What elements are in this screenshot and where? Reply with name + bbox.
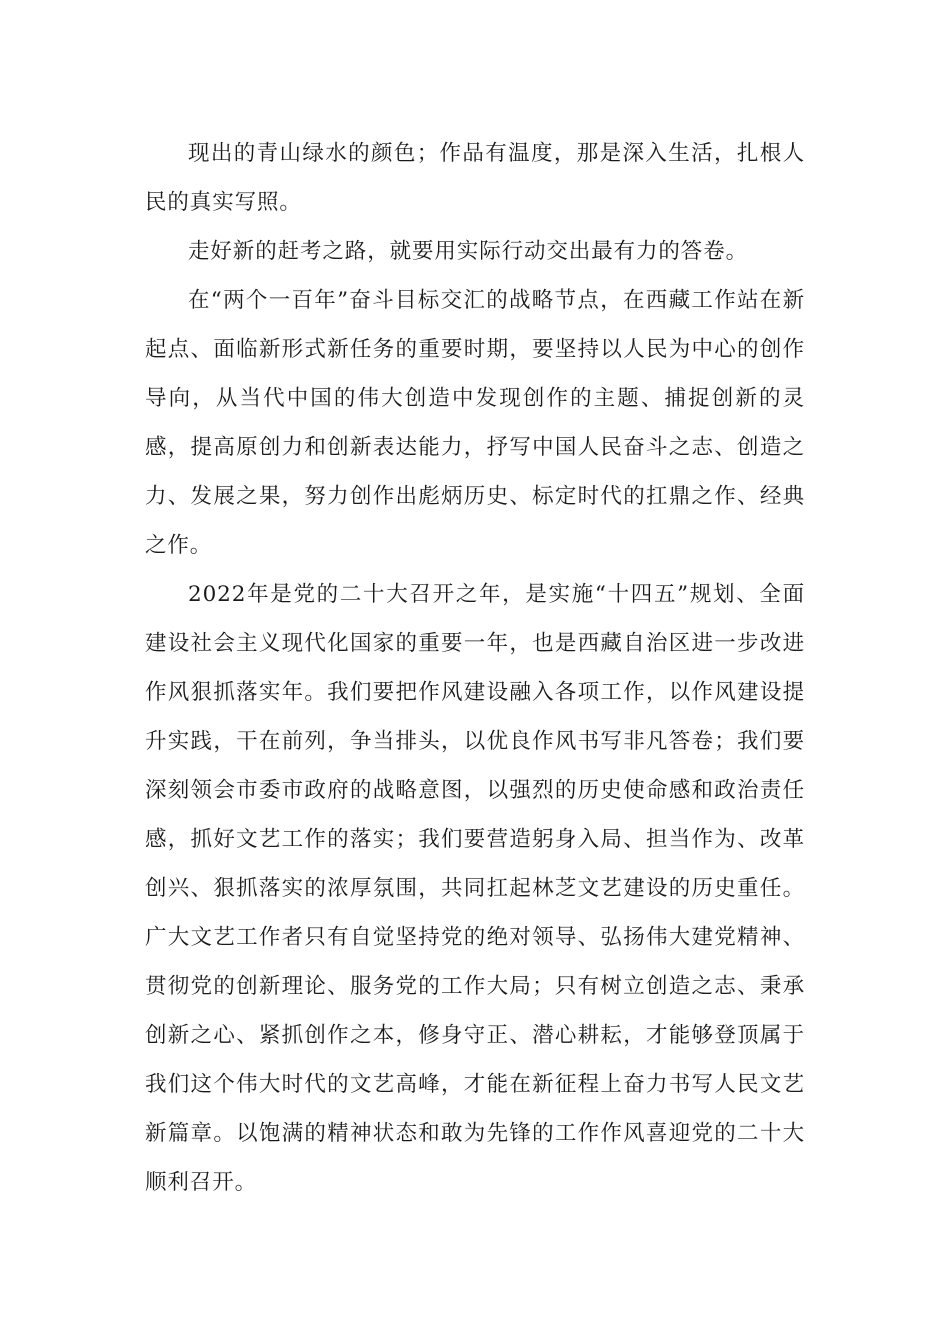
paragraph-3: 在“两个一百年”奋斗目标交汇的战略节点，在西藏工作站在新起点、面临新形式新任务的重要时期，要坚持以人民为中心的创作导向，从当代中国的伟大创造中发现创作的主题、捕捉创新的灵感，提高原创力和创新表达能力，抒写中国人民奋斗之志、创造之力、发展之果，努力创作出彪炳历史、标定时代的扛鼎之作、经典之作。 — [145, 288, 805, 558]
paragraph-2: 走好新的赶考之路，就要用实际行动交出最有力的答卷。 — [188, 239, 749, 264]
paragraph-1: 现出的青山绿水的颜色；作品有温度，那是深入生活，扎根人民的真实写照。 — [145, 141, 805, 215]
paragraph-4: 2022年是党的二十大召开之年，是实施“十四五”规划、全面建设社会主义现代化国家的重要一年，也是西藏自治区进一步改进作风狠抓落实年。我们要把作风建设融入各项工作，以作风建设提升实践，干在前列，争当排头，以优良作风书写非凡答卷；我们要深刻领会市委市政府的战略意图，以强烈的历史使命感和政治责任感，抓好文艺工作的落实；我们要营造躬身入局、担当作为、改革创兴、狠抓落实的浓厚氛围，共同扛起林芝文艺建设的历史重任。广大文艺工作者只有自觉坚持党的绝对领导、弘扬伟大建党精神、贯彻党的创新理论、服务党的工作大局；只有树立创造之志、秉承创新之心、紧抓创作之本，修身守正、潜心耕耘，才能够登顶属于我们这个伟大时代的文艺高峰，才能在新征程上奋力书写人民文艺新篇章。以饱满的精神状态和敢为先锋的工作作风喜迎党的二十大顺利召开。 — [145, 582, 805, 1195]
document-body — [145, 129, 805, 1207]
